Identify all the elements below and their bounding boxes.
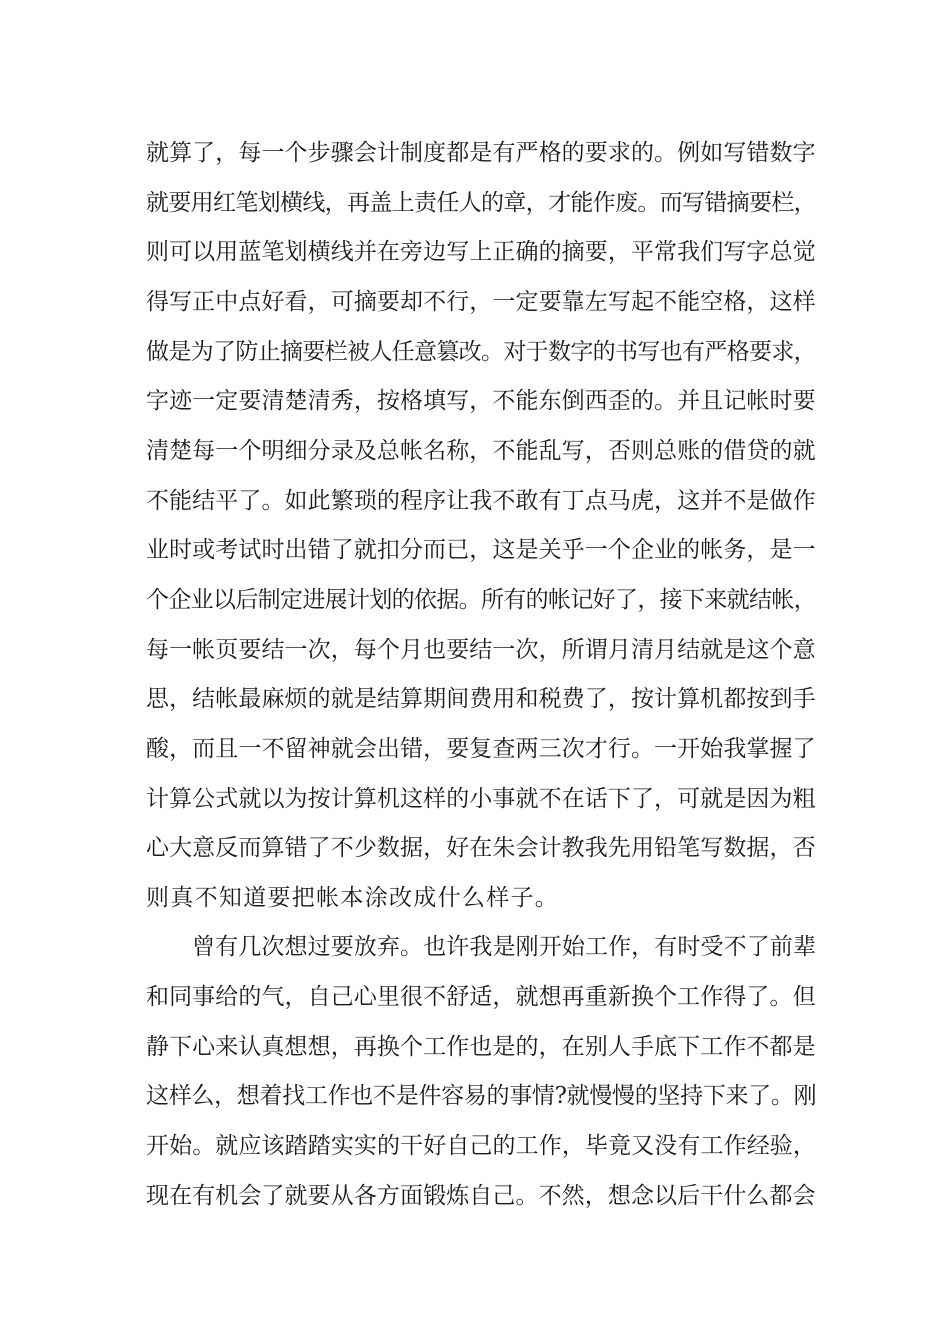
- text-line: 这样么，想着找工作也不是件容易的事情?就慢慢的坚持下来了。刚: [146, 1083, 817, 1109]
- text-line: 就要用红笔划横线，再盖上责任人的章，才能作废。而写错摘要栏，: [146, 190, 817, 216]
- text-line: 计算公式就以为按计算机这样的小事就不在话下了，可就是因为粗: [146, 786, 816, 812]
- text-line: 则真不知道要把帐本涂改成什么样子。: [146, 885, 560, 911]
- paragraph-first-line: 曾有几次想过要放弃。也许我是刚开始工作，有时受不了前辈: [192, 934, 817, 960]
- text-line: 清楚每一个明细分录及总帐名称，不能乱写，否则总账的借贷的就: [146, 438, 816, 464]
- text-line: 开始。就应该踏踏实实的干好自己的工作，毕竟又没有工作经验，: [146, 1133, 816, 1159]
- text-line: 不能结平了。如此繁琐的程序让我不敢有丁点马虎，这并不是做作: [146, 488, 816, 514]
- text-line: 酸，而且一不留神就会出错，要复查两三次才行。一开始我掌握了: [146, 736, 816, 762]
- text-line: 做是为了防止摘要栏被人任意篡改。对于数字的书写也有严格要求，: [146, 339, 817, 365]
- text-line: 业时或考试时出错了就扣分而已，这是关乎一个企业的帐务，是一: [146, 537, 816, 563]
- text-line: 静下心来认真想想，再换个工作也是的，在别人手底下工作不都是: [146, 1034, 816, 1060]
- text-line: 思，结帐最麻烦的就是结算期间费用和税费了，按计算机都按到手: [146, 686, 816, 712]
- text-line: 字迹一定要清楚清秀，按格填写，不能东倒西歪的。并且记帐时要: [146, 388, 816, 414]
- text-line: 则可以用蓝笔划横线并在旁边写上正确的摘要，平常我们写字总觉: [146, 239, 816, 265]
- text-line: 现在有机会了就要从各方面锻炼自己。不然，想念以后干什么都会: [146, 1183, 816, 1209]
- text-line: 个企业以后制定进展计划的依据。所有的帐记好了，接下来就结帐，: [146, 587, 817, 613]
- text-line: 得写正中点好看，可摘要却不行，一定要靠左写起不能空格，这样: [146, 289, 816, 315]
- text-line: 和同事给的气，自己心里很不舒适，就想再重新换个工作得了。但: [146, 984, 816, 1010]
- text-line: 每一帐页要结一次，每个月也要结一次，所谓月清月结就是这个意: [146, 637, 816, 663]
- text-line: 就算了，每一个步骤会计制度都是有严格的要求的。例如写错数字: [146, 140, 816, 166]
- text-line: 心大意反而算错了不少数据，好在朱会计教我先用铅笔写数据，否: [146, 835, 816, 861]
